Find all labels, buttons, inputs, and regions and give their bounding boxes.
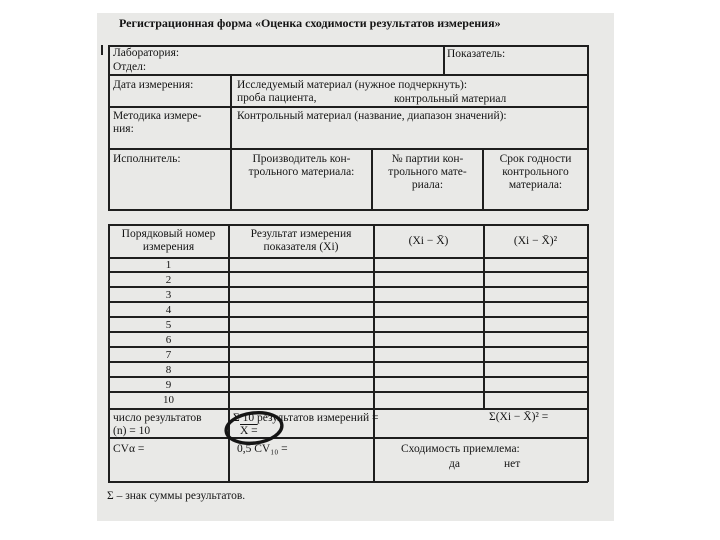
mean-label: X = [240,425,258,437]
rule [587,45,589,210]
sum-sign-note: Σ – знак суммы результатов. [107,490,246,502]
acceptance-yes: да [449,458,460,470]
batch-line2: трольного мате- [388,166,467,178]
col-header-deviation-squared: (Xi − X̄)² [513,235,558,247]
row-number: 5 [165,319,172,331]
col-header-result-line2: показателя (Xi) [263,241,339,253]
row-line [108,301,588,303]
material-label: Исследуемый материал (нужное подчеркнуть): [237,79,468,91]
method-label-line1: Методика измере- [113,110,202,122]
rule [108,408,588,410]
material-option-control: контрольный материал [394,93,507,105]
cv-label: CVα = [113,443,145,455]
rule [108,45,110,210]
row-line [108,271,588,273]
row-line [108,331,588,333]
expiry-line2: контрольного [502,166,569,178]
rule [108,45,588,47]
col-header-deviation: (Xi − X̄) [408,235,449,247]
expiry-line3: материала: [508,179,563,191]
batch-line3: риала: [411,179,444,191]
margin-line [101,45,103,55]
row-line [108,376,588,378]
row-number: 3 [165,289,172,301]
col-header-result-line1: Результат измерения [250,228,352,240]
rule [108,224,588,226]
lab-label: Лаборатория: [113,47,180,59]
row-line [108,346,588,348]
rule [108,209,588,211]
count-label-line1: число результатов [113,412,202,424]
row-number: 4 [165,304,172,316]
scanned-form [97,13,614,521]
sum-squares-label: Σ(Xi − X̄)² = [489,411,549,423]
rule [587,224,589,482]
count-label-line2: (n) = 10 [113,425,151,437]
row-number: 6 [165,334,172,346]
rule [108,74,588,76]
expiry-line1: Срок годности [499,153,572,165]
rule [108,437,588,439]
rule [443,45,445,75]
date-label: Дата измерения: [113,79,194,91]
rule [230,74,232,210]
dept-label: Отдел: [113,61,147,73]
rule [108,481,588,483]
row-number: 9 [165,379,172,391]
row-number: 1 [165,259,172,271]
method-label-line2: ния: [113,123,134,135]
row-line [108,286,588,288]
row-line [108,361,588,363]
row-number: 10 [163,394,174,406]
indicator-label: Показатель: [447,48,506,60]
rule [108,106,588,108]
row-number: 7 [165,349,172,361]
material-option-patient: проба пациента, [237,92,317,104]
row-number: 8 [165,364,172,376]
manufacturer-line2: трольного материала: [248,166,355,178]
row-number: 2 [165,274,172,286]
col-header-number-line1: Порядковый номер [121,228,216,240]
row-line [108,391,588,393]
form-title: Регистрационная форма «Оценка сходимости результатов измерения» [119,16,501,30]
pen-circle-stroke [224,410,283,447]
rule [373,224,375,482]
batch-line1: № партии кон- [391,153,464,165]
row-line [108,316,588,318]
rule [108,148,588,150]
col-header-number-line2: измерения [142,241,195,253]
executor-label: Исполнитель: [113,153,181,165]
cv-formula-label: 0,5 CV₁₀ = [237,443,288,455]
control-material-label: Контрольный материал (название, диапазон значений): [237,110,507,122]
acceptance-no: нет [504,458,521,470]
acceptance-label: Сходимость приемлема: [401,443,520,455]
manufacturer-line1: Производитель кон- [252,153,351,165]
sum-results-label: Σ 10 результатов измерений = [233,412,379,424]
